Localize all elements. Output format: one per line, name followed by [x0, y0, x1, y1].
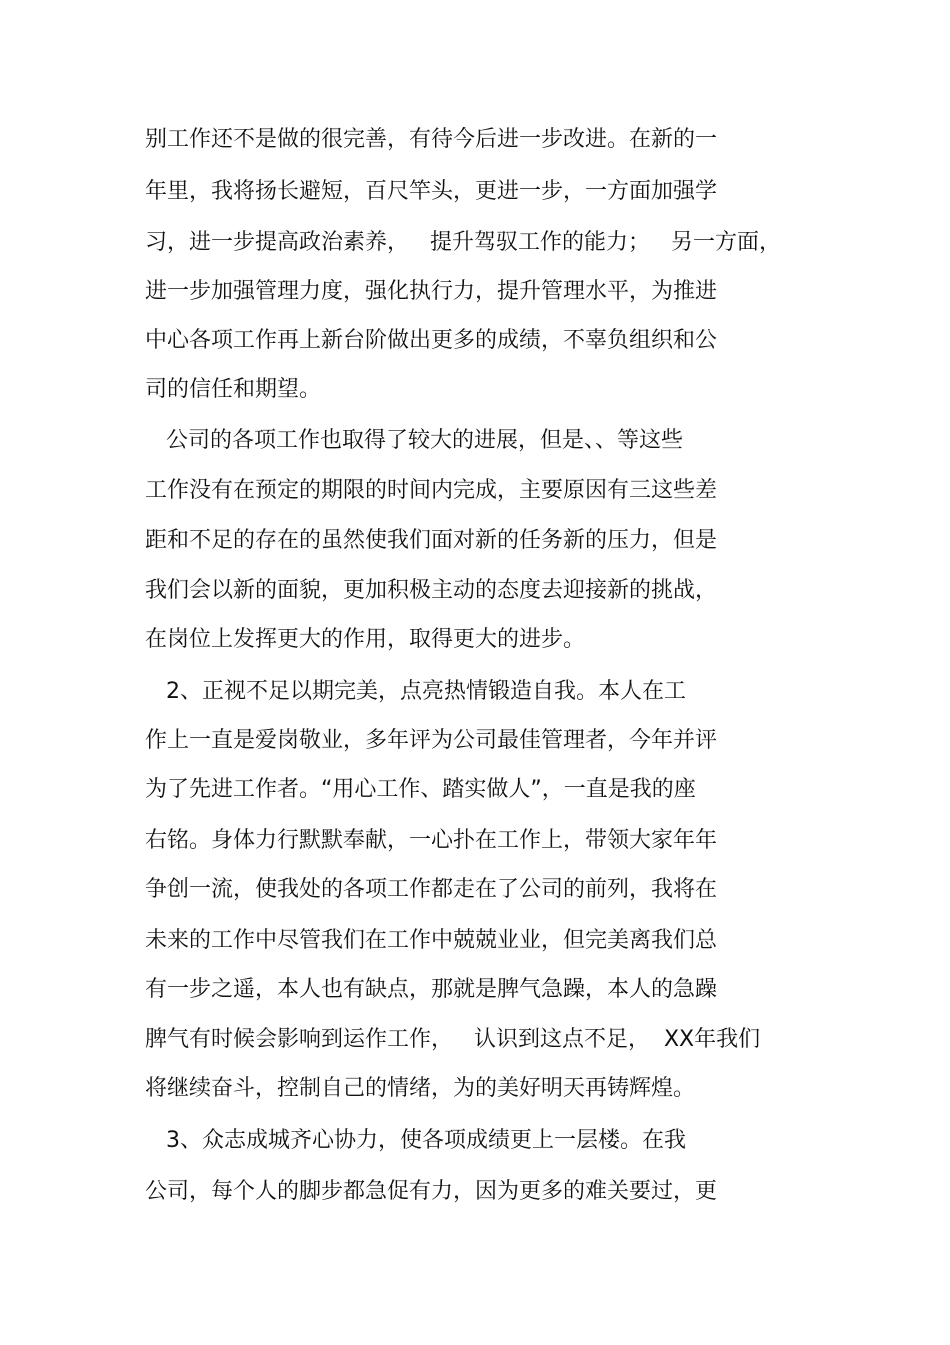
text-line: 我们会以新的面貌，更加积极主动的态度去迎接新的挑战， [145, 578, 718, 603]
text-line: 有一步之遥，本人也有缺点，那就是脾气急躁，本人的急躁 [145, 977, 718, 1002]
text-line: 未来的工作中尽管我们在工作中兢兢业业，但完美离我们总 [145, 928, 718, 953]
text-line: 中心各项工作再上新台阶做出更多的成绩，不辜负组织和公 [145, 328, 718, 353]
paragraph-first-line: 3、众志成城齐心协力，使各项成绩更上一层楼。在我 [145, 1128, 686, 1153]
text-line: 右铭。身体力行默默奉献，一心扑在工作上，带领大家年年 [145, 828, 718, 853]
text-line: 进一步加强管理力度，强化执行力，提升管理水平，为推进 [145, 279, 718, 304]
paragraph-first-line: 2、正视不足以期完美，点亮热情锻造自我。本人在工 [145, 679, 686, 704]
text-line: 习，进一步提高政治素养， 提升驾驭工作的能力； 另一方面， [145, 230, 781, 255]
text-line: 将继续奋斗，控制自己的情绪，为的美好明天再铸辉煌。 [145, 1076, 696, 1101]
text-line: 脾气有时候会影响到运作工作， 认识到这点不足， XX年我们 [145, 1027, 761, 1052]
text-line: 距和不足的存在的虽然使我们面对新的任务新的压力，但是 [145, 528, 718, 553]
text-line: 司的信任和期望。 [145, 377, 322, 402]
text-line: 公司，每个人的脚步都急促有力，因为更多的难关要过，更 [145, 1179, 718, 1204]
text-line: 为了先进工作者。“用心工作、踏实做人”，一直是我的座 [145, 777, 696, 802]
text-line: 别工作还不是做的很完善，有待今后进一步改进。在新的一 [145, 127, 718, 152]
text-line: 年里，我将扬长避短，百尺竿头，更进一步，一方面加强学 [145, 179, 718, 204]
text-line: 工作没有在预定的期限的时间内完成，主要原因有三这些差 [145, 478, 718, 503]
text-line: 争创一流，使我处的各项工作都走在了公司的前列，我将在 [145, 877, 718, 902]
paragraph-first-line: 公司的各项工作也取得了较大的进展，但是、、等这些 [145, 428, 683, 453]
text-line: 作上一直是爱岗敬业，多年评为公司最佳管理者，今年并评 [145, 728, 718, 753]
text-line: 在岗位上发挥更大的作用，取得更大的进步。 [145, 627, 586, 652]
